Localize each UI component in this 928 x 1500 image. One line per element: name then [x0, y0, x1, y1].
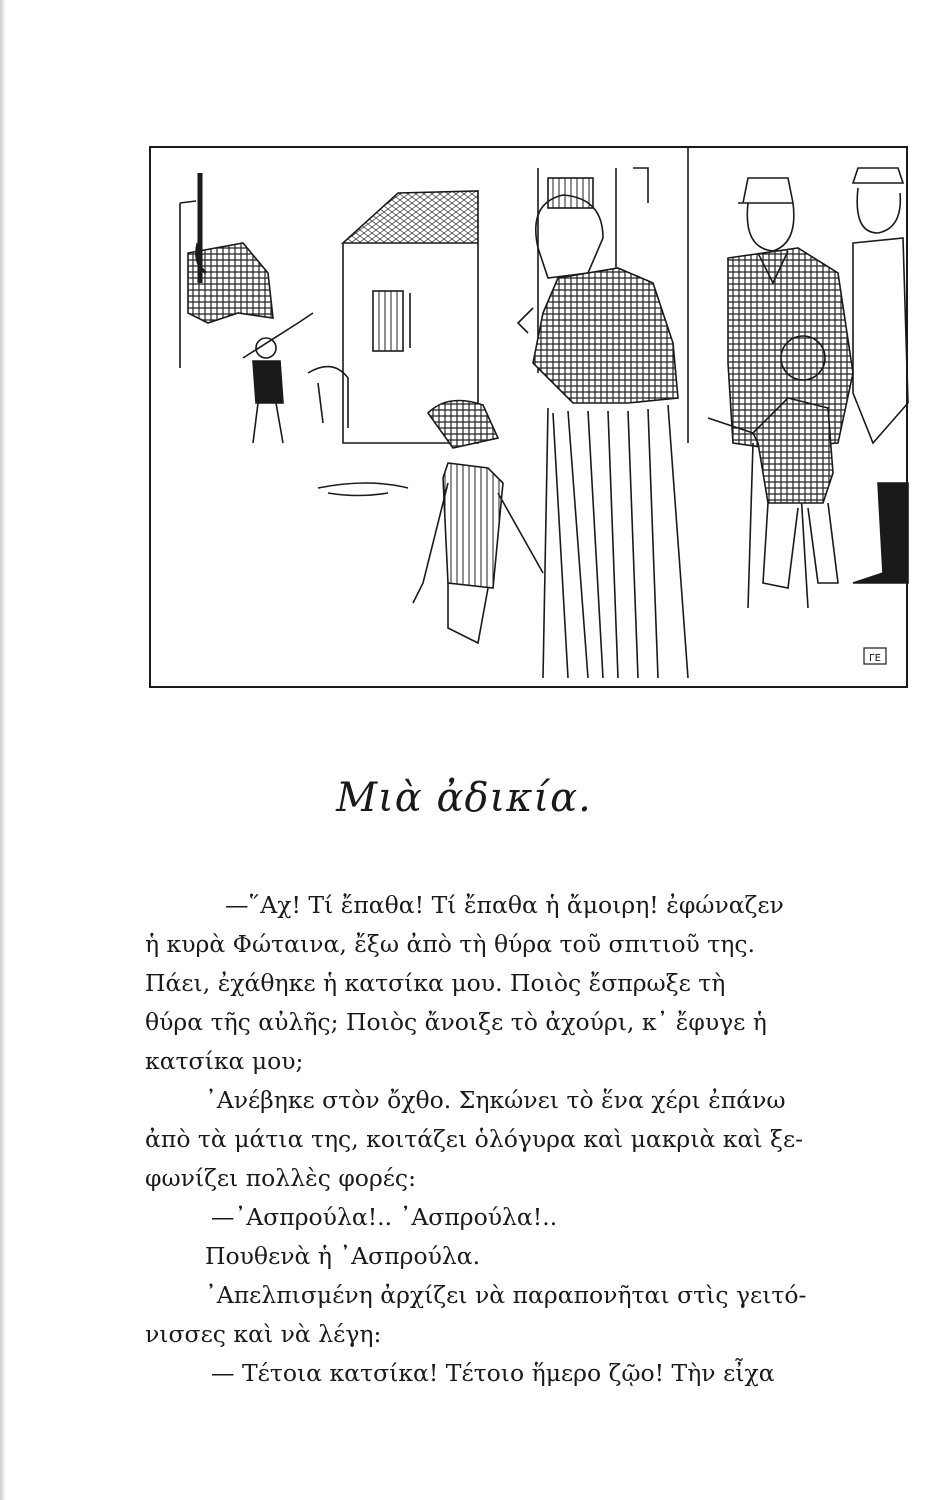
village-scene-illustration	[148, 143, 910, 691]
text-line: θύρα τῆς αὐλῆς; Ποιὸς ἄνοιξε τὸ ἀχούρι, κ᾿ ἔφυγε ἡ	[145, 1008, 767, 1036]
chapter-body	[145, 886, 905, 1393]
text-line: ἡ κυρὰ Φώταινα, ἔξω ἀπὸ τὴ θύρα τοῦ σπιτιοῦ της.	[145, 930, 755, 958]
text-line: ἀπὸ τὰ μάτια της, κοιτάζει ὁλόγυρα καὶ μακριὰ καὶ ξε-	[145, 1125, 804, 1153]
text-line: —᾿Ασπρούλα!.. ᾿Ασπρούλα!..	[211, 1203, 558, 1231]
page-gutter-shadow	[0, 0, 6, 1500]
text-line: —῞Αχ! Τί ἔπαθα! Τί ἔπαθα ἡ ἄμοιρη! ἐφώναζεν	[225, 891, 784, 919]
text-line: νισσες καὶ νὰ λέγη:	[145, 1320, 382, 1348]
text-line: Πάει, ἐχάθηκε ἡ κατσίκα μου. Ποιὸς ἔσπρωξε τὴ	[145, 969, 726, 997]
illustration-drawing	[148, 143, 910, 691]
text-line: φωνίζει πολλὲς φορές:	[145, 1164, 417, 1192]
text-line: ᾿Ανέβηκε στὸν ὄχθο. Σηκώνει τὸ ἕνα χέρι ἐπάνω	[205, 1086, 786, 1114]
text-line: ᾿Απελπισμένη ἀρχίζει νὰ παραπονῆται στὶς γειτό-	[205, 1281, 807, 1309]
artist-monogram: ΓΕ	[869, 653, 881, 664]
text-line: Πουθενὰ ἡ ᾿Ασπρούλα.	[205, 1242, 481, 1270]
chapter-title: Μιὰ ἀδικία.	[336, 775, 592, 821]
text-line: — Τέτοια κατσίκα! Τέτοιο ἥμερο ζῷο! Τὴν εἶχα	[211, 1359, 775, 1387]
text-line: κατσίκα μου;	[145, 1047, 304, 1075]
